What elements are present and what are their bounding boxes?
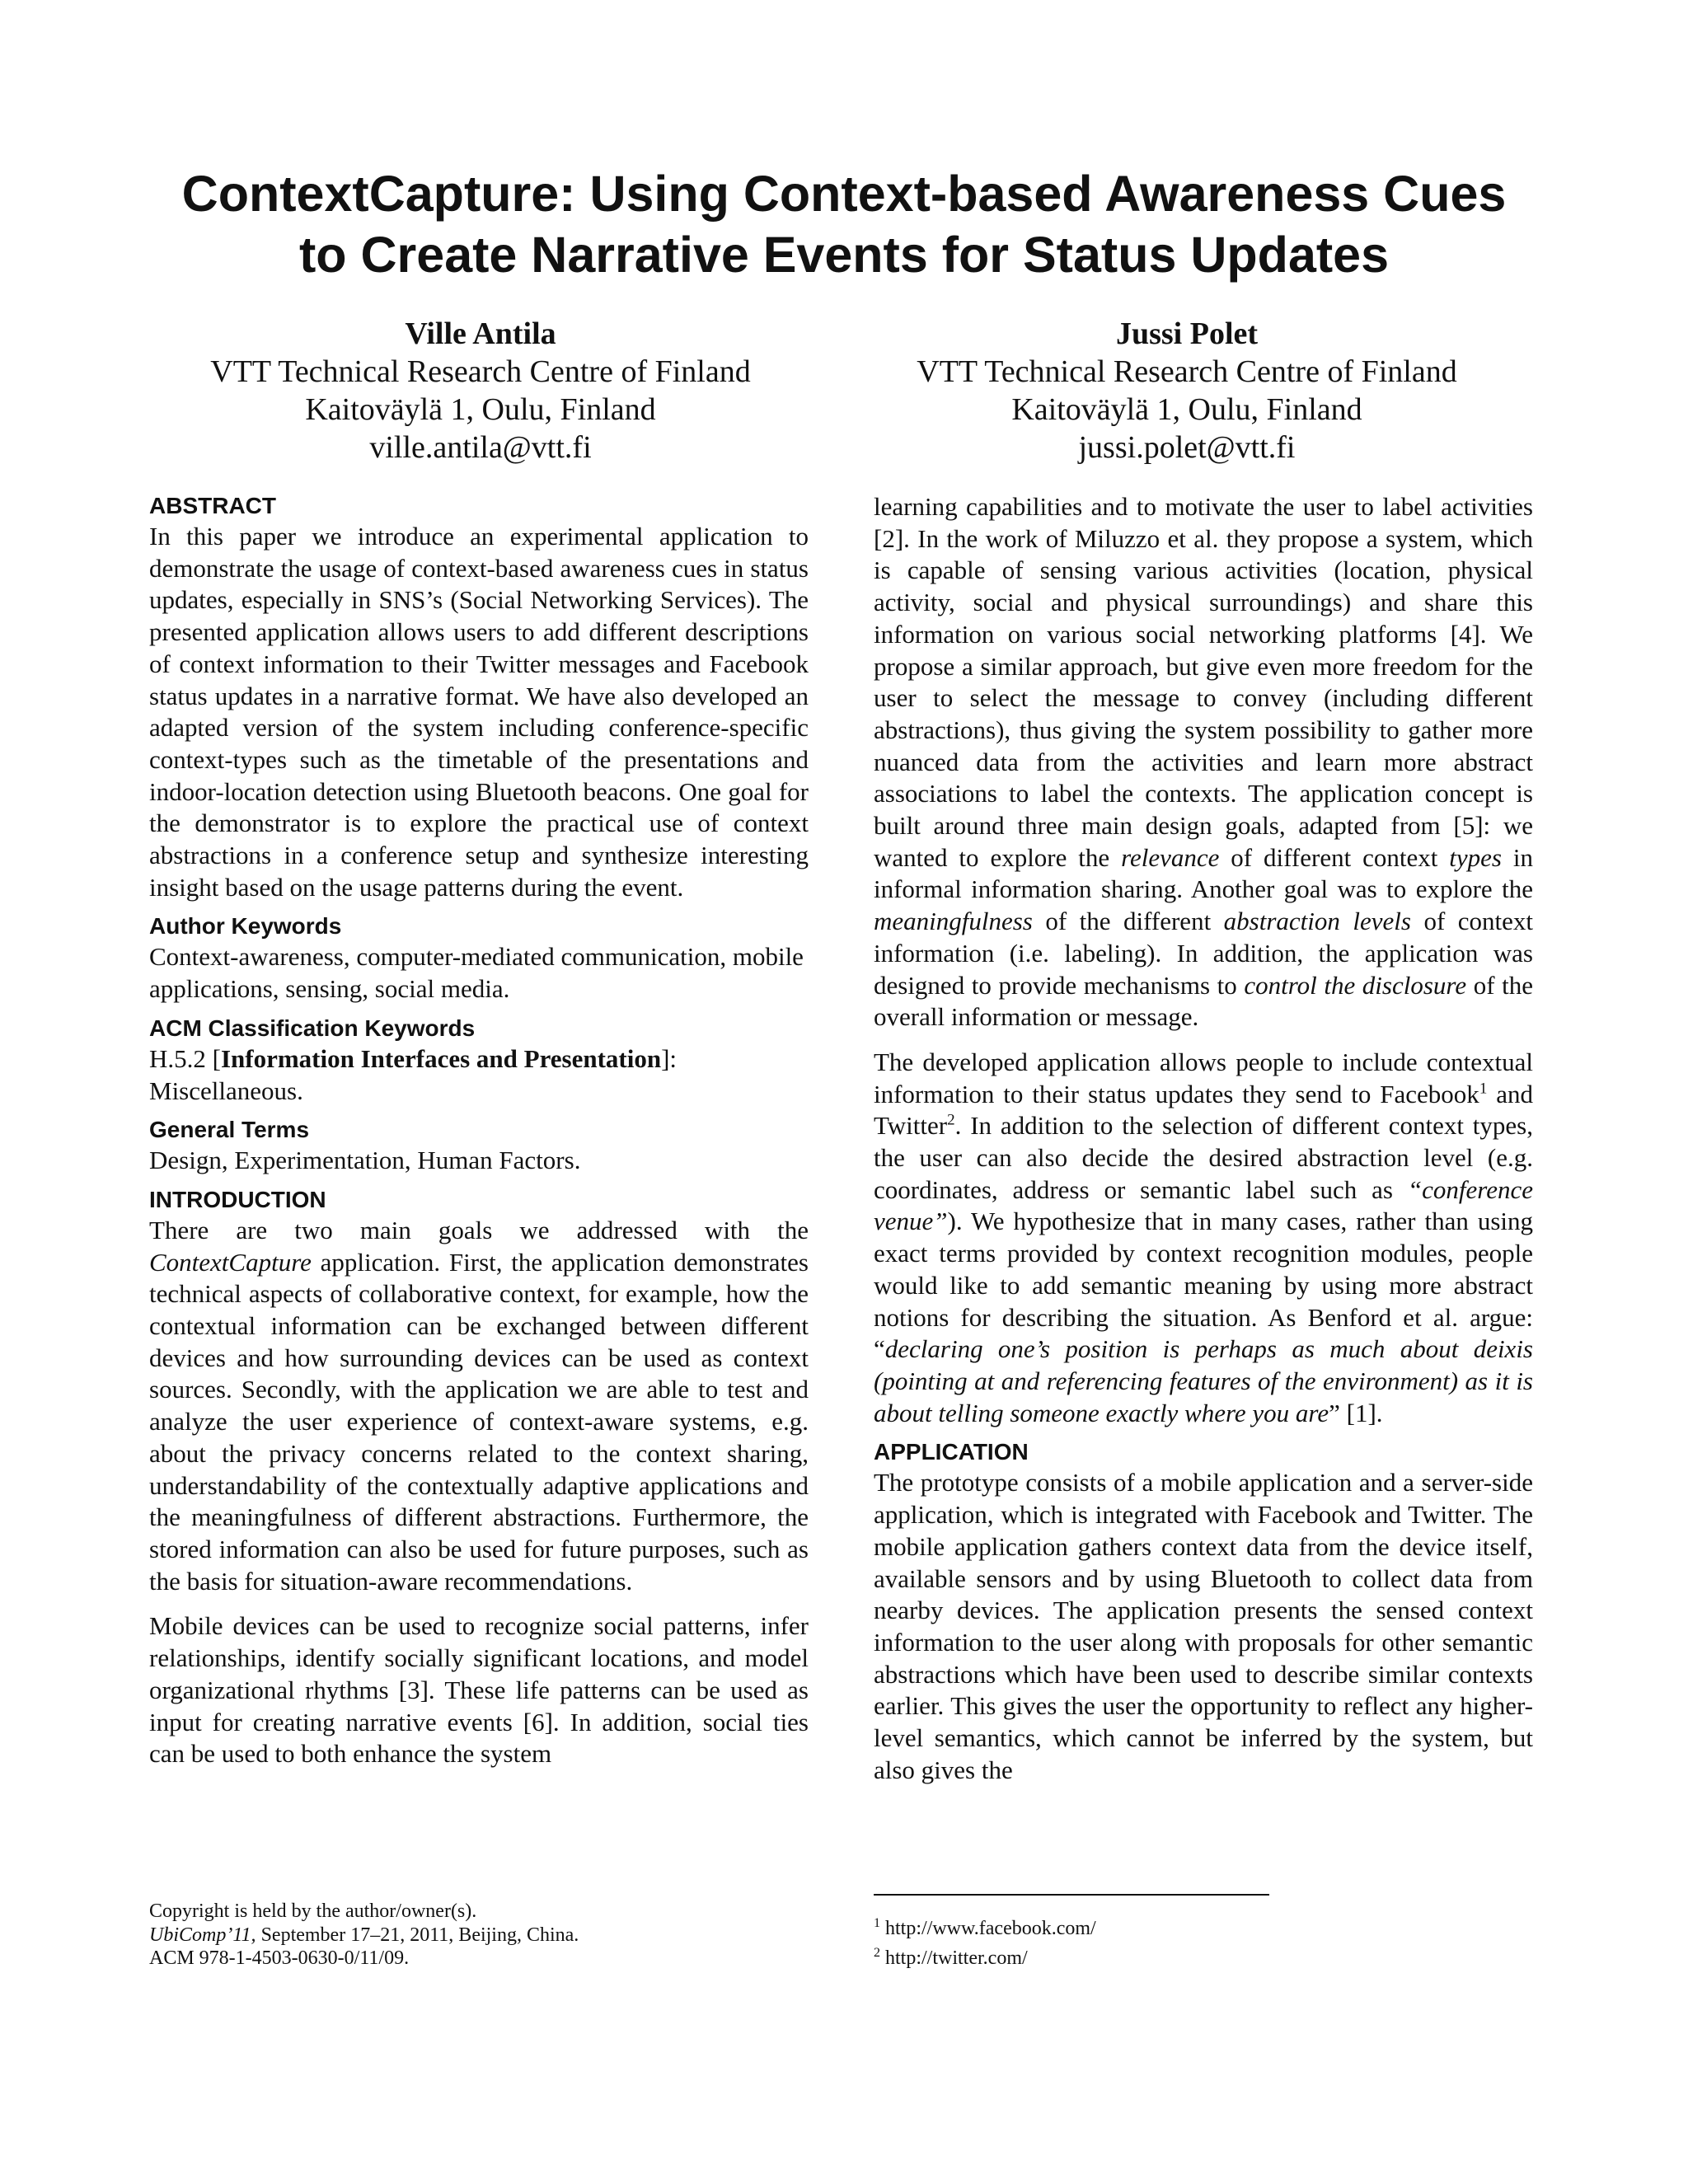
text-run: . In addition to the selection of different context types, the user can also decide the desired abstraction level (e.g. coordinates, address or semantic label such as — [874, 1111, 1533, 1204]
abstract-text: In this paper we introduce an experimental application to demonstrate the usage of context-based awareness cues in status updates, especially in SNS’s (Social Networking Services). The presented application allows users to add different descriptions of context information to their Twitter messages and Facebook status updates in a narrative format. We have also developed an adapted version of the system including conference-specific context-types such as the timetable of the presentations and indoor-location detection using Bluetooth beacons. One goal for the demonstrator is to explore the practical use of context abstractions in a conference setup and synthesize interesting insight based on the usage patterns during the event. — [149, 522, 809, 902]
footnotes — [874, 1914, 1533, 1973]
general-terms-heading: General Terms — [149, 1117, 310, 1143]
footnote-1 — [874, 1914, 1533, 1943]
copyright-block — [149, 1900, 809, 1971]
footnote-number: 1 — [874, 1916, 880, 1930]
right-paragraph-1 — [874, 491, 1533, 1033]
left-column — [149, 491, 809, 1770]
footnote-2 — [874, 1943, 1533, 1973]
text-run: There are two main goals we addressed with the — [149, 1215, 809, 1244]
text-run: in informal information sharing. Another goal was to explore the — [874, 842, 1533, 904]
acm-keywords-heading: ACM Classification Keywords — [149, 1015, 476, 1041]
abstract-heading: ABSTRACT — [149, 493, 276, 518]
text-run: ” [1]. — [1329, 1398, 1383, 1427]
text-run: The developed application allows people to include contextual information to their status updates they send to Facebook — [874, 1047, 1533, 1108]
footnote-number: 2 — [874, 1946, 880, 1960]
author-block-2 — [816, 315, 1558, 466]
acm-keywords-text — [149, 1043, 809, 1107]
acm-code: H.5.2 [ — [149, 1043, 221, 1073]
footnote-marker-2: 2 — [947, 1112, 955, 1130]
author-keywords-text: Context-awareness, computer-mediated communication, mobile applications, sensing, social media. — [149, 942, 804, 1004]
text-run: of the overall information or message. — [874, 970, 1533, 1032]
emphasis: control the disclosure — [1244, 970, 1467, 1000]
application-heading: APPLICATION — [874, 1439, 1029, 1465]
application-paragraph: The prototype consists of a mobile application and a server-side application, which is integrated with Facebook and Twitter. The mobile application gathers context data from the device itself, available sensors and by using Bluetooth to collect data from nearby devices. The application presents the sensed context information to the user along with proposals for other semantic abstractions which have been used to describe similar contexts earlier. This gives the user the opportunity to reflect any higher-level semantics, which cannot be inferred by the system, but also gives the — [874, 1468, 1533, 1784]
paper-title — [0, 163, 1688, 285]
text-run: of the different — [1032, 907, 1224, 936]
author-address: Kaitoväylä 1, Oulu, Finland — [1011, 392, 1362, 427]
author-email: ville.antila@vtt.fi — [369, 430, 592, 465]
emphasis: types — [1449, 842, 1502, 872]
emphasis: abstraction levels — [1223, 907, 1411, 936]
author-affiliation: VTT Technical Research Centre of Finland — [917, 354, 1457, 389]
emphasis: “conference venue” — [874, 1174, 1533, 1236]
emphasis: meaningfulness — [874, 907, 1033, 936]
acm-rest: ]: Miscellaneous. — [149, 1043, 678, 1105]
text-run: and Twitter — [874, 1079, 1533, 1141]
quote-emphasis: declaring one’s position is perhaps as much about deixis (pointing at and referencing features of the environment) as it is about telling someone exactly where you are — [874, 1334, 1533, 1427]
author-name: Ville Antila — [405, 316, 556, 351]
author-email: jussi.polet@vtt.fi — [1078, 430, 1296, 465]
general-terms-text: Design, Experimentation, Human Factors. — [149, 1146, 581, 1175]
conference-line — [149, 1924, 809, 1947]
conference-details: September 17–21, 2011, Beijing, China. — [256, 1924, 579, 1946]
paper-title-line-1: ContextCapture: Using Context-based Awareness Cues — [181, 166, 1507, 222]
paper-title-line-2: to Create Narrative Events for Status Updates — [298, 227, 1390, 283]
text-run: of different context — [1219, 842, 1450, 872]
author-block-1 — [110, 315, 851, 466]
conference-name: UbiComp’11, — [149, 1924, 256, 1946]
author-affiliation: VTT Technical Research Centre of Finland — [210, 354, 751, 389]
right-column — [874, 491, 1533, 1786]
introduction-paragraph-1 — [149, 1215, 809, 1597]
footnote-divider — [874, 1894, 1269, 1896]
right-paragraph-2 — [874, 1047, 1533, 1429]
introduction-paragraph-2: Mobile devices can be used to recognize social patterns, infer relationships, identify socially significant locations, and model organizational rhythms [3]. These life patterns can be used as input for creating narrative events [6]. In addition, social ties can be used to both enhance the system — [149, 1611, 809, 1769]
copyright-line: Copyright is held by the author/owner(s). — [149, 1900, 477, 1922]
footnote-url: http://twitter.com/ — [880, 1947, 1028, 1969]
emphasis: relevance — [1121, 842, 1220, 872]
author-name: Jussi Polet — [1115, 316, 1259, 351]
acm-category: Information Interfaces and Presentation — [220, 1043, 662, 1073]
author-address: Kaitoväylä 1, Oulu, Finland — [305, 392, 656, 427]
app-name-emphasis: ContextCapture — [149, 1247, 312, 1277]
text-run: learning capabilities and to motivate the user to label activities [2]. In the work of Miluzzo et al. they propose a system, which is capable of sensing various activities (location, physical activity, social and physical surroundings) and share this information on various social networking platforms [4]. We propose a similar approach, but give even more freedom for the user to select the message to convey (including different abstractions), thus giving the system possibility to gather more nuanced data from the activities and learn more abstract associations to label the contexts. The application concept is built around three main design goals, adapted from [5]: we wanted to explore the — [874, 492, 1533, 872]
author-keywords-heading: Author Keywords — [149, 913, 342, 940]
footnote-marker-1: 1 — [1479, 1080, 1488, 1098]
introduction-heading: INTRODUCTION — [149, 1186, 326, 1212]
footnote-url: http://www.facebook.com/ — [880, 1918, 1096, 1939]
text-run: application. First, the application demonstrates technical aspects of collaborative context, for example, how the contextual information can be exchanged between different devices and how surrounding devices can be used as context sources. Secondly, with the application we are able to test and analyze the user experience of context-aware systems, e.g. about the privacy concerns related to the context sharing, understandability of the contextually adaptive applications and the meaningfulness of different abstractions. Furthermore, the stored information can also be used for future purposes, such as the basis for situation-aware recommendations. — [149, 1247, 809, 1596]
text-run: of context information (i.e. labeling). In addition, the application was designed to provide mechanisms to — [874, 907, 1533, 1000]
acm-isbn-line: ACM 978-1-4503-0630-0/11/09. — [149, 1947, 410, 1969]
text-run: ). We hypothesize that in many cases, rather than using exact terms provided by context recognition modules, people would like to add semantic meaning by using more abstract notions for describing the situation. As Benford et al. argue: “ — [874, 1207, 1533, 1364]
